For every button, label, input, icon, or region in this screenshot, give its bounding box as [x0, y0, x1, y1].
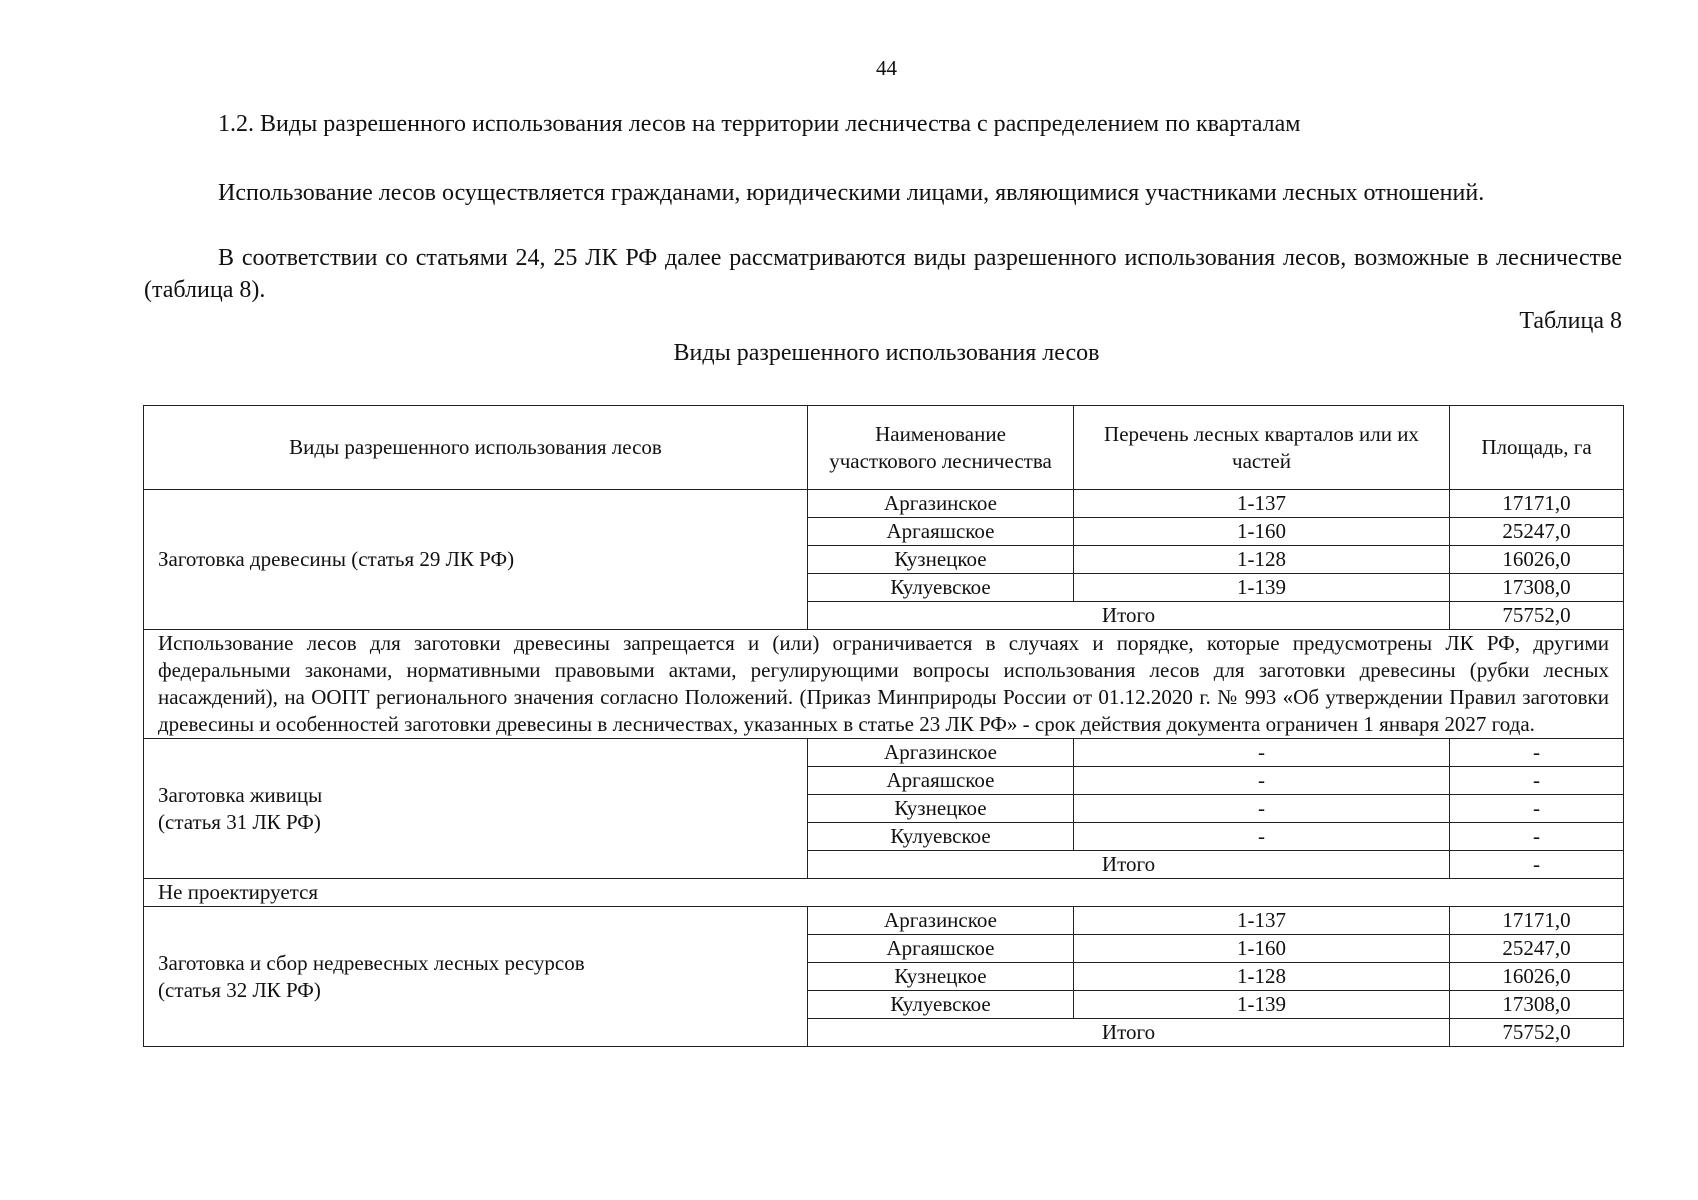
quarters-cell: 1-137	[1074, 907, 1450, 935]
section-heading: 1.2. Виды разрешенного использования лесов на территории лесничества с распределением по кварталам	[218, 111, 1301, 137]
quarters-cell: 1-160	[1074, 935, 1450, 963]
table-row	[144, 907, 1624, 935]
use-type-cell	[144, 739, 808, 879]
quarters-cell: 1-137	[1074, 490, 1450, 518]
use-type-cell: Заготовка древесины (статья 29 ЛК РФ)	[144, 490, 808, 630]
area-cell: -	[1450, 767, 1624, 795]
quarters-cell: 1-128	[1074, 546, 1450, 574]
page-number: 44	[876, 56, 897, 80]
total-label: Итого	[808, 1019, 1450, 1047]
note-row	[144, 630, 1624, 739]
use-type-line: Заготовка и сбор недревесных лесных ресурсов	[158, 950, 585, 975]
district-cell: Кулуевское	[808, 574, 1074, 602]
district-cell: Аргазинское	[808, 907, 1074, 935]
quarters-cell: 1-160	[1074, 518, 1450, 546]
district-cell: Кулуевское	[808, 991, 1074, 1019]
note-row	[144, 879, 1624, 907]
area-cell: 17308,0	[1450, 574, 1624, 602]
total-label: Итого	[808, 602, 1450, 630]
area-cell: 25247,0	[1450, 935, 1624, 963]
area-cell: 17171,0	[1450, 490, 1624, 518]
quarters-cell: -	[1074, 739, 1450, 767]
use-type-article: (статья 31 ЛК РФ)	[158, 809, 321, 834]
district-cell: Кузнецкое	[808, 546, 1074, 574]
header-quarters: Перечень лесных кварталов или их частей	[1074, 406, 1450, 490]
area-cell: 16026,0	[1450, 963, 1624, 991]
header-district: Наименование участкового лесничества	[808, 406, 1074, 490]
total-label: Итого	[808, 851, 1450, 879]
district-cell: Кулуевское	[808, 823, 1074, 851]
area-cell: 16026,0	[1450, 546, 1624, 574]
paragraph-2: В соответствии со статьями 24, 25 ЛК РФ далее рассматриваются виды разрешенного использования лесов, возможные в лесничестве (таблица 8).	[144, 245, 1622, 303]
table-header-row	[144, 406, 1624, 490]
quarters-cell: 1-139	[1074, 991, 1450, 1019]
area-cell: -	[1450, 795, 1624, 823]
quarters-cell: -	[1074, 767, 1450, 795]
district-cell: Аргазинское	[808, 739, 1074, 767]
table-row	[144, 490, 1624, 518]
total-area: 75752,0	[1450, 1019, 1624, 1047]
use-type-line: Заготовка живицы	[158, 782, 323, 807]
district-cell: Аргаяшское	[808, 767, 1074, 795]
district-cell: Кузнецкое	[808, 963, 1074, 991]
forest-use-table	[143, 405, 1624, 1047]
total-area: 75752,0	[1450, 602, 1624, 630]
area-cell: 25247,0	[1450, 518, 1624, 546]
district-cell: Аргаяшское	[808, 518, 1074, 546]
note-text: Использование лесов для заготовки древесины запрещается и (или) ограничивается в случаях и порядке, которые предусмотрены ЛК РФ, другими федеральными законами, нормативными правовыми актами, регулирующими вопросы использования лесов для заготовки древесины (рубки лесных насаждений), на ООПТ регионального значения согласно Положений. (Приказ Минприроды России от 01.12.2020 г. № 993 «Об утверждении Правил заготовки древесины и особенностей заготовки древесины в лесничествах, указанных в статье 23 ЛК РФ» - срок действия документа ограничен 1 января 2027 года.	[144, 630, 1624, 739]
district-cell: Аргаяшское	[808, 935, 1074, 963]
total-area: -	[1450, 851, 1624, 879]
quarters-cell: -	[1074, 795, 1450, 823]
header-use-type: Виды разрешенного использования лесов	[144, 406, 808, 490]
use-type-article: (статья 32 ЛК РФ)	[158, 977, 321, 1002]
paragraph-1: Использование лесов осуществляется гражданами, юридическими лицами, являющимися участниками лесных отношений.	[218, 180, 1485, 206]
quarters-cell: 1-128	[1074, 963, 1450, 991]
table-number: Таблица 8	[1519, 308, 1622, 334]
area-cell: -	[1450, 739, 1624, 767]
area-cell: -	[1450, 823, 1624, 851]
district-cell: Аргазинское	[808, 490, 1074, 518]
district-cell: Кузнецкое	[808, 795, 1074, 823]
area-cell: 17308,0	[1450, 991, 1624, 1019]
note-text: Не проектируется	[144, 879, 1624, 907]
area-cell: 17171,0	[1450, 907, 1624, 935]
table-title: Виды разрешенного использования лесов	[673, 340, 1100, 366]
use-type-cell	[144, 907, 808, 1047]
quarters-cell: 1-139	[1074, 574, 1450, 602]
header-area: Площадь, га	[1450, 406, 1624, 490]
quarters-cell: -	[1074, 823, 1450, 851]
table-row	[144, 739, 1624, 767]
